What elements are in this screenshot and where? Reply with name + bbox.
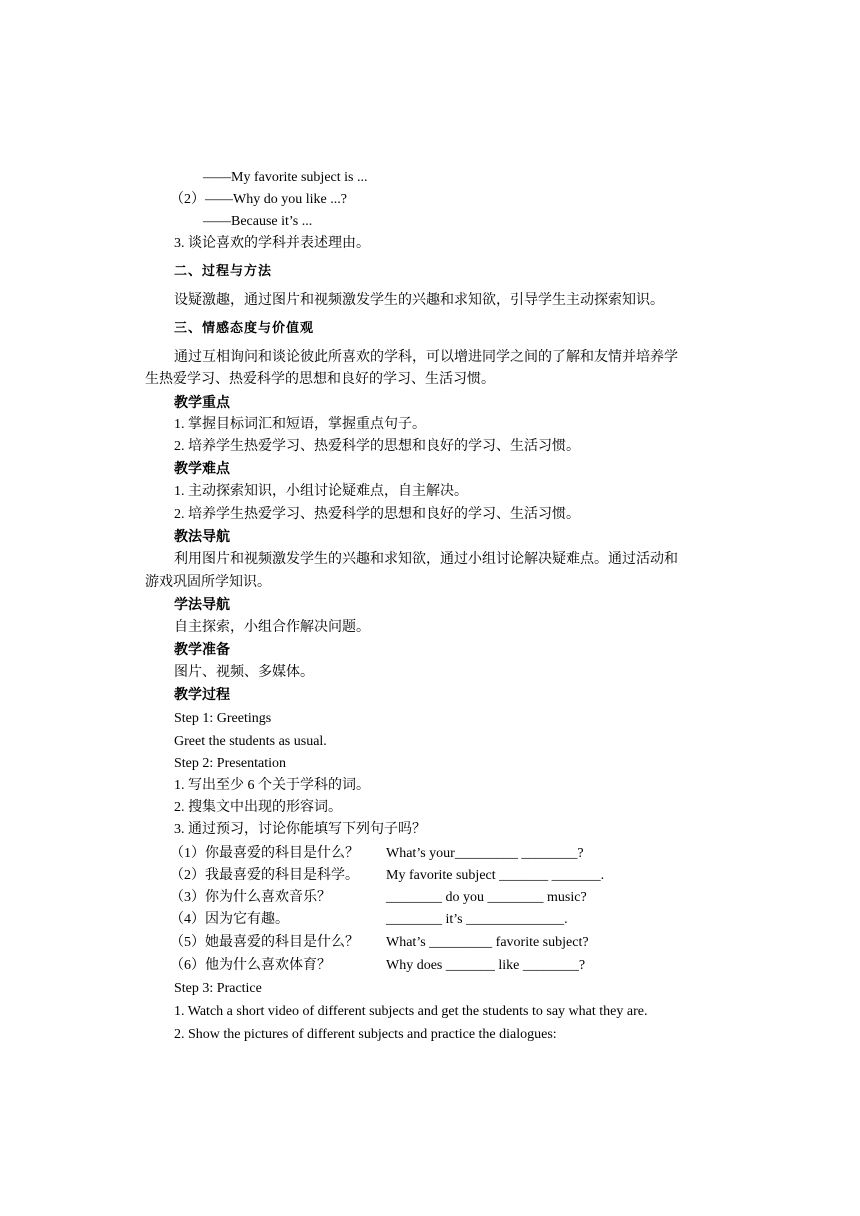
step-2-item: 3. 通过预习，讨论你能填写下列句子吗？: [174, 822, 426, 837]
exercise-chinese: （1）你最喜爱的科目是什么？: [170, 846, 359, 861]
exercise-chinese: （4）因为它有趣。: [170, 912, 289, 927]
heading-learning-method: 学法导航: [174, 597, 230, 613]
key-point-item: 1. 掌握目标词汇和短语，掌握重点句子。: [174, 417, 426, 432]
dialogue-line-why: （2）——Why do you like ...?: [170, 192, 347, 207]
exercise-row: [170, 889, 730, 907]
heading-difficult-points: 教学难点: [174, 461, 230, 477]
heading-key-points: 教学重点: [174, 395, 230, 411]
exercise-chinese: （6）他为什么喜欢体育？: [170, 958, 331, 973]
exercise-english: ________ it’s ______________.: [386, 912, 568, 927]
step-3-item: 1. Watch a short video of different subjects and get the students to say what they are.: [174, 1004, 648, 1019]
exercise-row: [170, 845, 730, 863]
key-point-item: 2. 培养学生热爱学习、热爱科学的思想和良好的学习、生活习惯。: [174, 439, 580, 454]
exercise-chinese: （5）她最喜爱的科目是什么？: [170, 935, 359, 950]
exercise-english: My favorite subject _______ _______.: [386, 868, 605, 883]
teaching-method-line2: 游戏巩固所学知识。: [145, 575, 271, 590]
section-heading-attitude-values: 三、情感态度与价值观: [174, 320, 315, 335]
exercise-row: [170, 934, 730, 952]
step-1-text: Greet the students as usual.: [174, 734, 327, 749]
learning-method-text: 自主探索，小组合作解决问题。: [174, 620, 370, 635]
section-text-attitude-line1: 通过互相询问和谈论彼此所喜欢的学科，可以增进同学之间的了解和友情并培养学: [174, 350, 678, 365]
heading-preparation: 教学准备: [174, 642, 230, 658]
step-2-title: Step 2: Presentation: [174, 756, 286, 771]
dialogue-line-because: ——Because it’s ...: [203, 214, 313, 229]
exercise-english: What’s _________ favorite subject?: [386, 935, 589, 950]
step-1-title: Step 1: Greetings: [174, 711, 272, 726]
exercise-english: ________ do you ________ music?: [386, 890, 587, 905]
heading-teaching-process: 教学过程: [174, 687, 230, 703]
step-3-item: 2. Show the pictures of different subjects and practice the dialogues:: [174, 1027, 557, 1042]
exercise-row: [170, 911, 730, 929]
exercise-row: [170, 957, 730, 975]
exercise-chinese: （2）我最喜爱的科目是科学。: [170, 868, 359, 883]
exercise-row: [170, 867, 730, 885]
exercise-english: Why does _______ like ________?: [386, 958, 586, 973]
step-3-title: Step 3: Practice: [174, 981, 262, 996]
section-heading-process-method: 二、过程与方法: [174, 263, 273, 278]
difficult-point-item: 1. 主动探索知识，小组讨论疑难点，自主解决。: [174, 484, 468, 499]
step-2-item: 2. 搜集文中出现的形容词。: [174, 800, 342, 815]
step-2-item: 1. 写出至少 6 个关于学科的词。: [174, 778, 370, 793]
section-text-attitude-line2: 生热爱学习、热爱科学的思想和良好的学习、生活习惯。: [145, 372, 495, 387]
objective-item-3: 3. 谈论喜欢的学科并表述理由。: [174, 236, 370, 251]
heading-teaching-method: 教法导航: [174, 529, 230, 545]
section-text-process-method: 设疑激趣，通过图片和视频激发学生的兴趣和求知欲，引导学生主动探索知识。: [174, 293, 664, 308]
teaching-method-line1: 利用图片和视频激发学生的兴趣和求知欲，通过小组讨论解决疑难点。通过活动和: [174, 552, 678, 567]
exercise-chinese: （3）你为什么喜欢音乐？: [170, 890, 331, 905]
difficult-point-item: 2. 培养学生热爱学习、热爱科学的思想和良好的学习、生活习惯。: [174, 507, 580, 522]
dialogue-line-favorite: ——My favorite subject is ...: [203, 170, 368, 185]
preparation-text: 图片、视频、多媒体。: [174, 665, 314, 680]
exercise-english: What’s your_________ ________?: [386, 846, 584, 861]
